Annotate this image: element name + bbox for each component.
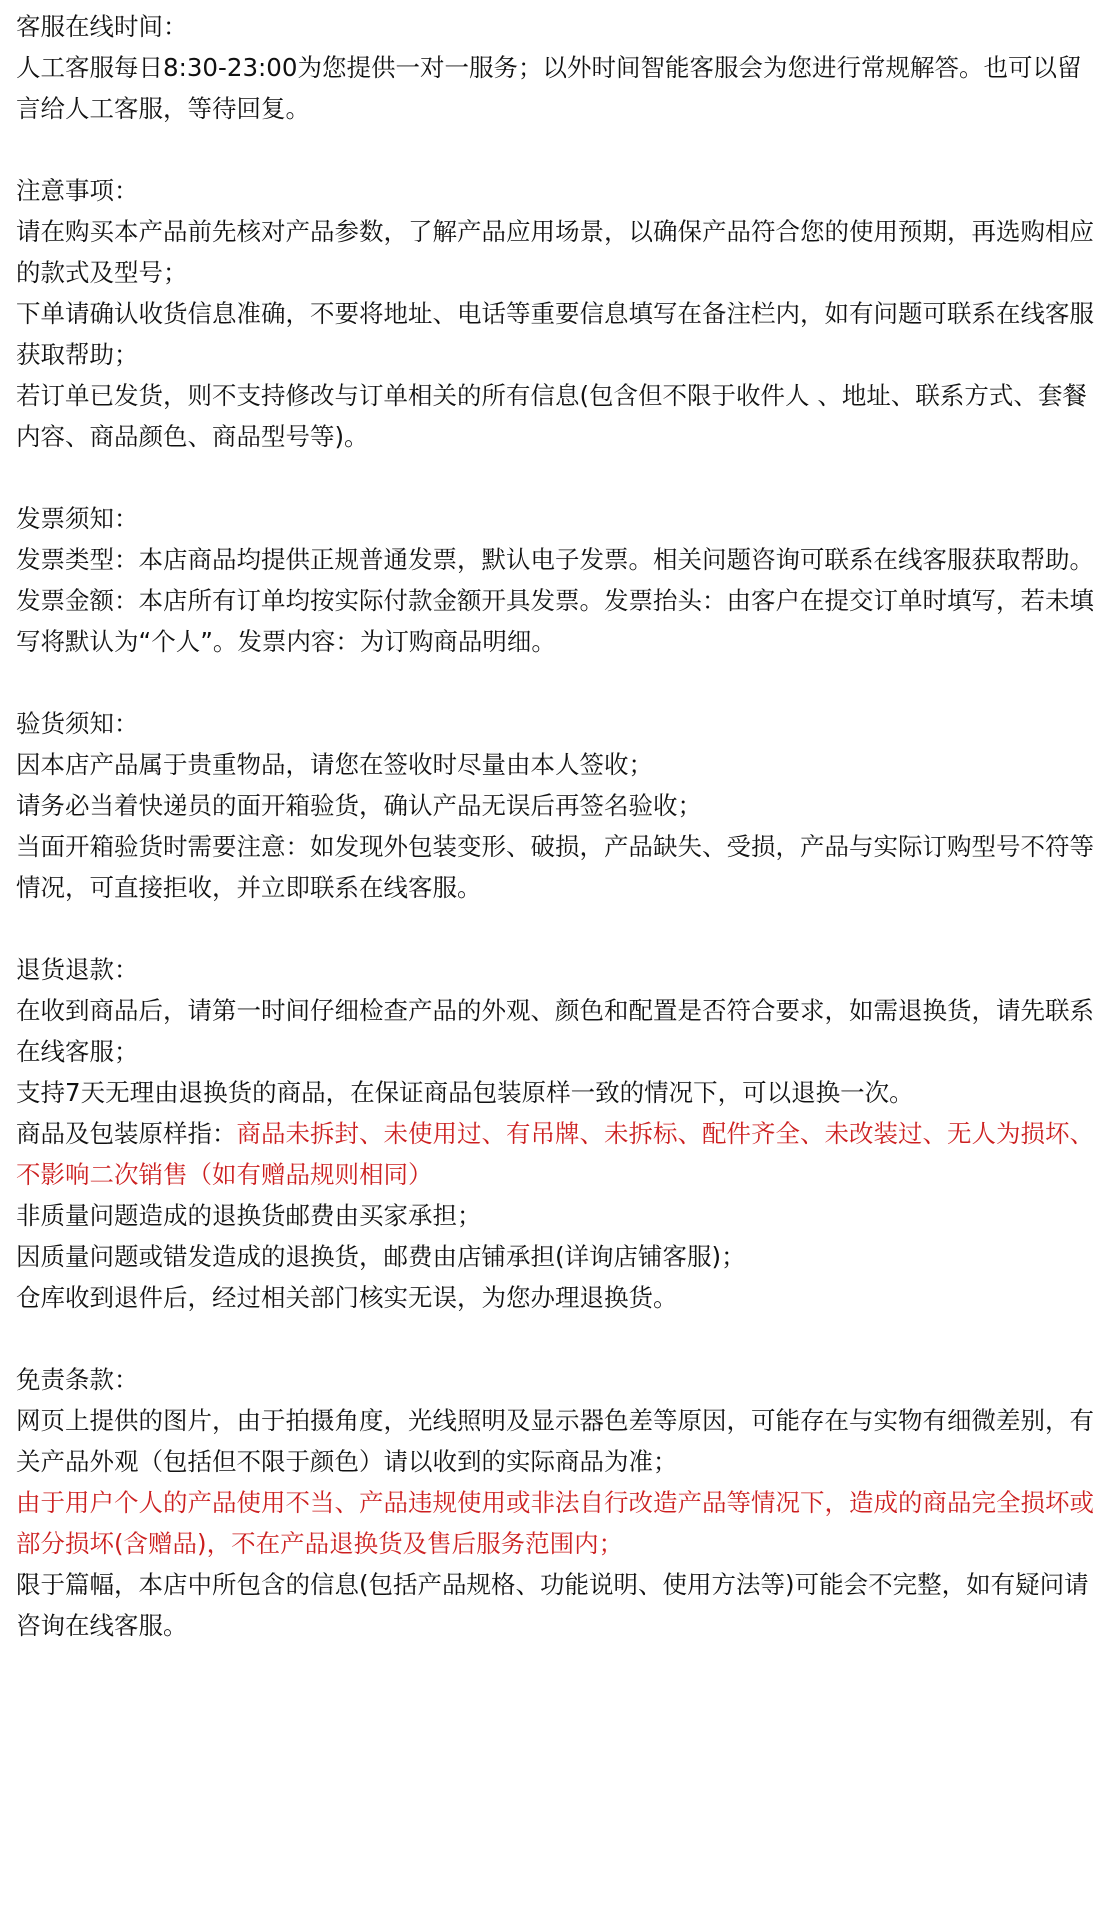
- text-line: [16, 293, 1096, 375]
- section-invoice: [16, 498, 1096, 662]
- section-heading: 发票须知：: [16, 504, 139, 533]
- text-run: 因本店产品属于贵重物品，请您在签收时尽量由本人签收；: [16, 750, 653, 779]
- text-run: 人工客服每日8:30-23:00为您提供一对一服务；以外时间智能客服会为您进行常规解答。也可以留言给人工客服，等待回复。: [16, 53, 1082, 123]
- text-run: 仓库收到退件后，经过相关部门核实无误，为您办理退换货。: [16, 1283, 678, 1312]
- text-run: 因质量问题或错发造成的退换货，邮费由店铺承担(详询店铺客服)；: [16, 1242, 746, 1271]
- section-heading: 验货须知：: [16, 709, 139, 738]
- text-line: [16, 1195, 1096, 1236]
- text-line: [16, 211, 1096, 293]
- section-inspection: [16, 703, 1096, 908]
- text-line: [16, 785, 1096, 826]
- highlight-text: 商品未拆封、未使用过、有吊牌、未拆标、配件齐全、未改装过、无人为损坏、不影响二次销售（如有赠品规则相同）: [16, 1119, 1094, 1189]
- text-run: 支持7天无理由退换货的商品，在保证商品包装原样一致的情况下，可以退换一次。: [16, 1078, 914, 1107]
- section-heading: 客服在线时间：: [16, 12, 188, 41]
- text-run: 在收到商品后，请第一时间仔细检查产品的外观、颜色和配置是否符合要求，如需退换货，请先联系在线客服；: [16, 996, 1094, 1066]
- text-line: [16, 1236, 1096, 1277]
- text-run: 请在购买本产品前先核对产品参数，了解产品应用场景，以确保产品符合您的使用预期，再选购相应的款式及型号；: [16, 217, 1094, 287]
- text-line: [16, 1072, 1096, 1113]
- highlight-text: 由于用户个人的产品使用不当、产品违规使用或非法自行改造产品等情况下，造成的商品完全损坏或部分损坏(含赠品)，不在产品退换货及售后服务范围内；: [16, 1488, 1094, 1558]
- text-run: 非质量问题造成的退换货邮费由买家承担；: [16, 1201, 482, 1230]
- section-returns: [16, 949, 1096, 1318]
- text-line: [16, 1113, 1096, 1195]
- text-run: 请务必当着快递员的面开箱验货，确认产品无误后再签名验收；: [16, 791, 702, 820]
- text-run: 若订单已发货，则不支持修改与订单相关的所有信息(包含但不限于收件人 、地址、联系方式、套餐内容、商品颜色、商品型号等)。: [16, 381, 1087, 451]
- notice-document: [16, 6, 1096, 1646]
- text-line: [16, 1564, 1096, 1646]
- section-heading: 免责条款：: [16, 1365, 139, 1394]
- text-line: [16, 539, 1096, 662]
- text-run: 网页上提供的图片，由于拍摄角度，光线照明及显示器色差等原因，可能存在与实物有细微差别，有关产品外观（包括但不限于颜色）请以收到的实际商品为准；: [16, 1406, 1094, 1476]
- text-run: 发票类型：本店商品均提供正规普通发票，默认电子发票。相关问题咨询可联系在线客服获取帮助。发票金额：本店所有订单均按实际付款金额开具发票。发票抬头：由客户在提交订单时填写，若未填写将默认为“个人”。发票内容：为订购商品明细。: [16, 545, 1094, 656]
- section-heading: 注意事项：: [16, 176, 139, 205]
- text-line: [16, 1482, 1096, 1564]
- text-line: [16, 375, 1096, 457]
- text-line: [16, 47, 1096, 129]
- text-line: [16, 826, 1096, 908]
- text-run: 下单请确认收货信息准确，不要将地址、电话等重要信息填写在备注栏内，如有问题可联系在线客服获取帮助；: [16, 299, 1094, 369]
- text-line: [16, 1277, 1096, 1318]
- section-heading: 退货退款：: [16, 955, 139, 984]
- text-line: [16, 990, 1096, 1072]
- section-service-hours: [16, 6, 1096, 129]
- text-line: [16, 1400, 1096, 1482]
- section-disclaimer: [16, 1359, 1096, 1646]
- text-run: 限于篇幅，本店中所包含的信息(包括产品规格、功能说明、使用方法等)可能会不完整，如有疑问请咨询在线客服。: [16, 1570, 1089, 1640]
- text-run: 当面开箱验货时需要注意：如发现外包装变形、破损，产品缺失、受损，产品与实际订购型号不符等情况，可直接拒收，并立即联系在线客服。: [16, 832, 1094, 902]
- section-notes: [16, 170, 1096, 457]
- text-line: [16, 744, 1096, 785]
- text-run: 商品及包装原样指：: [16, 1119, 237, 1148]
